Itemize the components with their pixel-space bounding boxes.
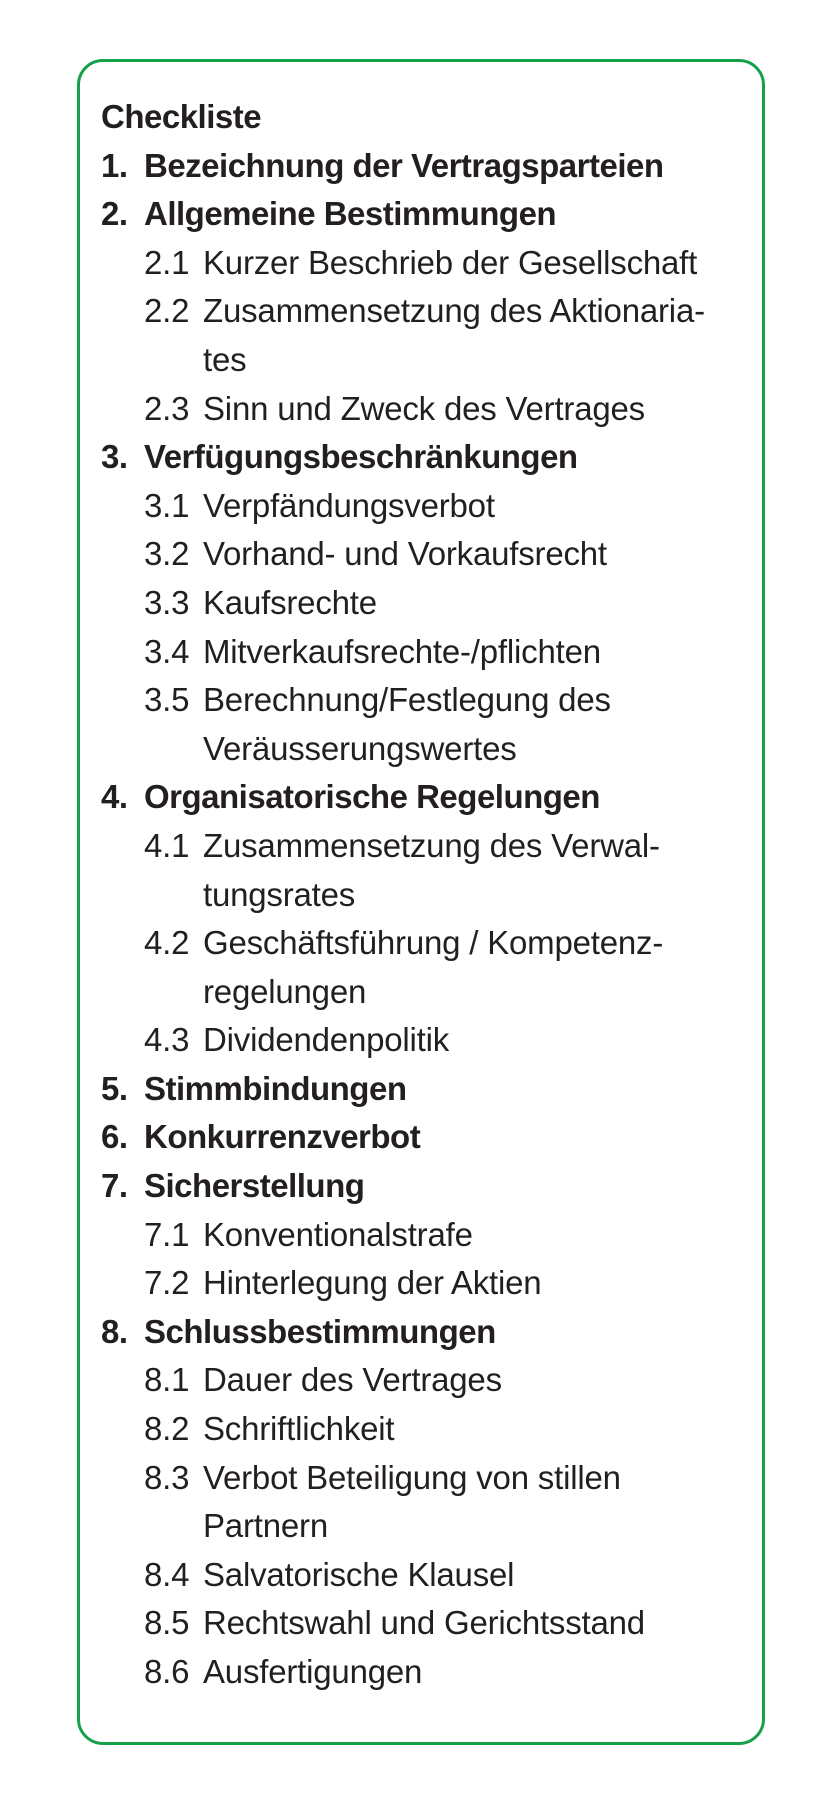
subsection-text: Hinterlegung der Aktien: [203, 1264, 542, 1302]
section-number: 8.: [101, 1312, 128, 1350]
subsection-text-continuation: Veräusserungswertes: [203, 729, 517, 767]
subsection-text-continuation: Partnern: [203, 1507, 328, 1545]
subsection-item: [101, 1454, 741, 1503]
checklist-title: Checkliste: [101, 98, 262, 135]
subsection-text-continuation: tes: [203, 340, 247, 378]
subsection-item: [101, 1599, 741, 1648]
subsection-number: 4.3: [144, 1021, 190, 1059]
section-heading: [101, 433, 741, 482]
subsection-item: [101, 676, 741, 725]
subsection-number: 3.5: [144, 681, 190, 719]
subsection-number: 3.2: [144, 535, 190, 573]
subsection-text: Dividendenpolitik: [203, 1021, 450, 1059]
subsection-text: Verpfändungsverbot: [203, 486, 495, 524]
section-number: 2.: [101, 195, 128, 233]
section-heading: [101, 142, 741, 191]
section-label: Konkurrenzverbot: [144, 1118, 421, 1156]
subsection-text: Kaufsrechte: [203, 583, 377, 621]
subsection-number: 7.1: [144, 1215, 190, 1253]
subsection-number: 8.2: [144, 1410, 190, 1448]
section-heading: [101, 1065, 741, 1114]
section-number: 6.: [101, 1118, 128, 1156]
subsection-item: [101, 287, 741, 336]
subsection-item: [101, 1016, 741, 1065]
section-number: 3.: [101, 438, 128, 476]
subsection-number: 8.4: [144, 1555, 190, 1593]
subsection-number: 8.6: [144, 1653, 190, 1690]
subsection-text: Schriftlichkeit: [203, 1410, 395, 1448]
subsection-item: [101, 1259, 741, 1308]
section-label: Schlussbestimmungen: [144, 1312, 496, 1350]
subsection-text-continuation: regelungen: [203, 972, 367, 1010]
subsection-text: Ausfertigungen: [203, 1653, 423, 1690]
subsection-text: Dauer des Vertrages: [203, 1361, 502, 1399]
section-heading: [101, 190, 741, 239]
section-number: 7.: [101, 1167, 128, 1205]
subsection-item: [101, 822, 741, 871]
subsection-number: 2.2: [144, 292, 190, 330]
subsection-item: [101, 1648, 741, 1697]
section-heading: [101, 1162, 741, 1211]
section-label: Organisatorische Regelungen: [144, 778, 600, 816]
subsection-item: [101, 1405, 741, 1454]
subsection-text: Rechtswahl und Gerichtsstand: [203, 1604, 645, 1642]
subsection-text: Mitverkaufsrechte-/pflichten: [203, 632, 601, 670]
subsection-number: 7.2: [144, 1264, 190, 1302]
section-number: 4.: [101, 778, 128, 816]
section-label: Bezeichnung der Vertragsparteien: [144, 146, 664, 184]
subsection-text: Vorhand- und Vorkaufsrecht: [203, 535, 607, 573]
section-heading: [101, 1113, 741, 1162]
subsection-item: [101, 530, 741, 579]
section-heading: [101, 1308, 741, 1357]
subsection-text: Kurzer Beschrieb der Gesellschaft: [203, 243, 698, 281]
subsection-item: [101, 1356, 741, 1405]
section-label: Verfügungsbeschränkungen: [144, 438, 578, 476]
subsection-number: 3.3: [144, 583, 190, 621]
checklist: [101, 93, 741, 1697]
subsection-number: 8.3: [144, 1458, 190, 1496]
subsection-item: [101, 628, 741, 677]
section-label: Allgemeine Bestimmungen: [144, 195, 557, 233]
subsection-text: Zusammensetzung des Verwal-: [203, 826, 660, 864]
subsection-text: Geschäftsführung / Kompetenz-: [203, 924, 664, 962]
section-number: 1.: [101, 146, 128, 184]
subsection-number: 2.1: [144, 243, 190, 281]
section-number: 5.: [101, 1069, 128, 1107]
subsection-number: 4.1: [144, 826, 190, 864]
subsection-item: [101, 1551, 741, 1600]
subsection-text-continuation: tungsrates: [203, 875, 356, 913]
subsection-text: Salvatorische Klausel: [203, 1555, 515, 1593]
subsection-item: [101, 385, 741, 434]
section-label: Stimmbindungen: [144, 1069, 407, 1107]
subsection-number: 3.1: [144, 486, 190, 524]
subsection-item: [101, 579, 741, 628]
subsection-number: 4.2: [144, 924, 190, 962]
subsection-text: Zusammensetzung des Aktionaria-: [203, 292, 705, 330]
subsection-number: 2.3: [144, 389, 190, 427]
subsection-text: Berechnung/Festlegung des: [203, 681, 611, 719]
section-label: Sicherstellung: [144, 1167, 365, 1205]
subsection-number: 3.4: [144, 632, 190, 670]
subsection-text: Sinn und Zweck des Vertrages: [203, 389, 645, 427]
subsection-item: [101, 482, 741, 531]
subsection-item: [101, 239, 741, 288]
subsection-item: [101, 919, 741, 968]
subsection-text: Verbot Beteiligung von stillen: [203, 1458, 621, 1496]
subsection-item: [101, 1211, 741, 1260]
subsection-number: 8.1: [144, 1361, 190, 1399]
subsection-text: Konventionalstrafe: [203, 1215, 473, 1253]
subsection-number: 8.5: [144, 1604, 190, 1642]
section-heading: [101, 773, 741, 822]
